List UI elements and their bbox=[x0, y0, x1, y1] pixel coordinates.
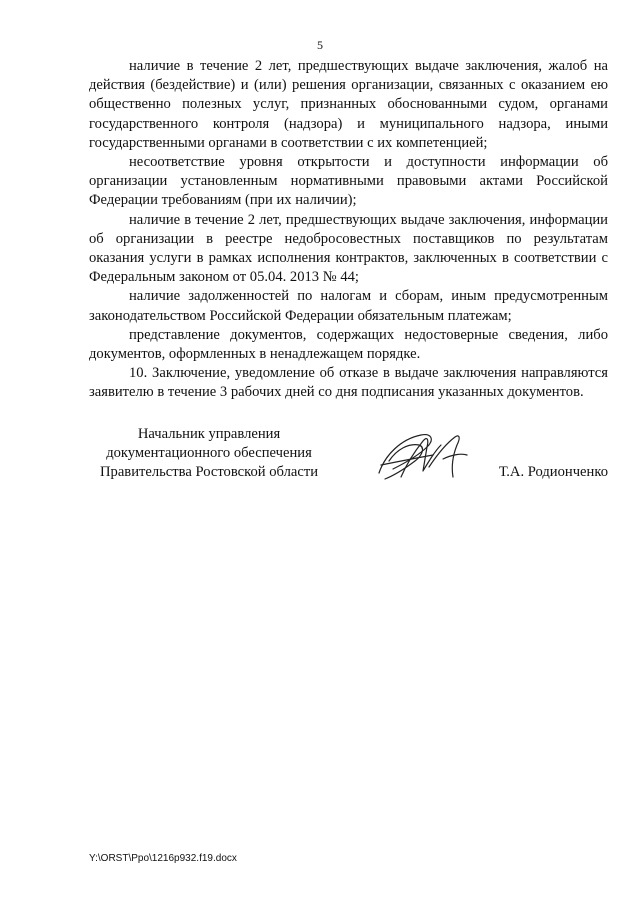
handwritten-signature bbox=[371, 425, 471, 487]
paragraph-complaints: наличие в течение 2 лет, предшествующих выдаче заключения, жалоб на действия (бездействие) и (или) решения организации, связанных с оказанием ею общественно полезных услуг, признанных обоснованными судом, органами государственного контроля (надзора) и муниципального надзора, иными государственными органами в соответствии с их компетенцией; bbox=[89, 58, 608, 151]
signer-position-line: Правительства Ростовской области bbox=[99, 464, 319, 481]
signer-position-line: документационного обеспечения bbox=[106, 445, 312, 462]
footer-file-path: Y:\ORST\Ppo\1216p932.f19.docx bbox=[89, 853, 237, 864]
paragraph-information-openness: несоответствие уровня открытости и доступности информации об организации установленным нормативными правовыми актами Российской Федерации требованиям (при их наличии); bbox=[89, 154, 608, 209]
paragraph-tax-debts: наличие задолженностей по налогам и сборам, иным предусмотренным законодательством Российской Федерации обязательным платежам; bbox=[89, 288, 608, 324]
paragraph-unfair-suppliers-registry: наличие в течение 2 лет, предшествующих выдаче заключения, информации об организации в реестре недобросовестных поставщиков по результатам оказания услуги в рамках исполнения контрактов, заключенных в соответствии с Федеральным законом от 05.04. 2013 № 44; bbox=[89, 211, 608, 286]
page-number: 5 bbox=[317, 38, 323, 52]
signature-block bbox=[89, 425, 608, 495]
signer-name: Т.А. Родионченко bbox=[498, 464, 608, 480]
signer-position-line: Начальник управления bbox=[137, 426, 281, 442]
paragraph-item-10: 10. Заключение, уведомление об отказе в выдаче заключения направляются заявителю в течение 3 рабочих дней со дня подписания указанных документов. bbox=[89, 365, 608, 401]
signer-position bbox=[89, 425, 329, 483]
document-body bbox=[89, 57, 608, 403]
paragraph-false-documents: представление документов, содержащих недостоверные сведения, либо документов, оформленных в ненадлежащем порядке. bbox=[89, 326, 608, 363]
